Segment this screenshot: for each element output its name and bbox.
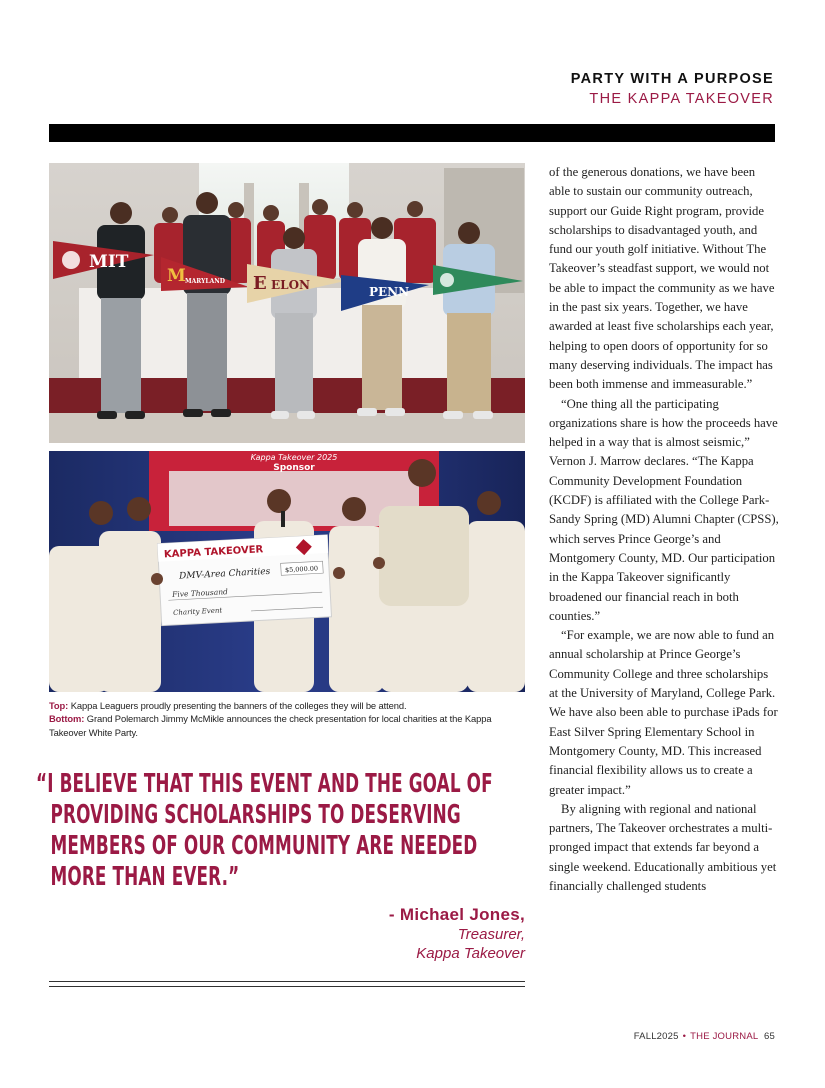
check-header: KAPPA TAKEOVER [163, 544, 264, 561]
body-paragraph: “One thing all the participating organizations share is how the proceeds have helped in a way that is almost seismic,” Vernon J. Marrow declares. “The Kappa Community Development Foundation (KCDF) is affiliated with the College Park-Sandy Spring (MD) Alumni Chapter (CPSS), which serves Prince George’s and Montgomery County, MD. Our participation in the Kappa Takeover significantly broadened our financial reach in both counties.” [549, 396, 779, 623]
pull-quote-line: PROVIDING SCHOLARSHIPS TO DESERVING [50, 800, 461, 830]
article-body [549, 163, 779, 896]
banner-maryland-label: MARYLAND [185, 278, 225, 285]
quote-rule-top [49, 981, 525, 982]
check-amount: $5,000.00 [284, 564, 319, 575]
banner-penn: PENN [369, 285, 410, 299]
caption-top-text: Kappa Leaguers proudly presenting the banners of the colleges they will be attend. [70, 700, 407, 711]
photo-caption [49, 699, 525, 739]
quote-rule-bottom [49, 986, 525, 987]
check-words: Five Thousand [171, 587, 229, 600]
body-paragraph: of the generous donations, we have been able to sustain our community outreach, support our Guide Right program, provide scholarships to disadvantaged youth, and fund our youth golf initiative. Without The Takeover’s steadfast support, we would not be able to impact the community as we have in the past six years. Together, we have awarded at least five scholarships each year, helping to open doors of opportunity for so many deserving individuals. The impact has been both immense and immeasurable.” [549, 165, 775, 392]
page-number: 65 [764, 1031, 775, 1042]
header-rule [49, 124, 775, 142]
backdrop-event-name: Kappa Takeover 2025 [250, 453, 338, 462]
footer-season: FALL2025 [633, 1031, 679, 1042]
footer-journal: THE JOURNAL [690, 1031, 759, 1042]
caption-top-label: Top: [49, 700, 69, 711]
section-subtitle: THE KAPPA TAKEOVER [589, 91, 774, 107]
section-title: PARTY WITH A PURPOSE [570, 71, 774, 87]
footer-bullet: • [682, 1031, 687, 1042]
pull-quote-line: “I BELIEVE THAT THIS EVENT AND THE GOAL OF [36, 769, 493, 799]
caption-bottom-label: Bottom: [49, 713, 85, 725]
pull-quote-line: MEMBERS OF OUR COMMUNITY ARE NEEDED [50, 831, 478, 861]
check-memo: Charity Event [172, 606, 223, 618]
quote-attribution [225, 905, 525, 963]
quote-author-role: Treasurer, [457, 926, 525, 943]
body-paragraph: “For example, we are now able to fund an annual scholarship at Prince George’s Community College and three scholarships at the University of Maryland, College Park. We have also been able to purchase iPads for East Silver Spring Elementary School in Montgomery County, MD. This increased financial flexibility allows us to create a greater impact.” [549, 628, 778, 797]
quote-author: - Michael Jones, [388, 905, 525, 924]
top-photo [49, 163, 525, 443]
check-payee: DMV-Area Charities [178, 566, 271, 582]
banner-maryland: M [167, 266, 186, 286]
page-footer [634, 1031, 775, 1042]
quote-author-org: Kappa Takeover [416, 945, 525, 962]
banner-elon: ELON [271, 278, 311, 292]
body-paragraph: By aligning with regional and national partners, The Takeover orchestrates a multi-pronged impact that extends far beyond a single weekend. Educationally ambitious yet financially challenged students [549, 801, 777, 893]
caption-bottom-text: Grand Polemarch Jimmy McMikle announces the check presentation for local charities at the Kappa Takeover White Party. [49, 713, 492, 738]
pull-quote [36, 769, 528, 893]
bottom-photo [49, 451, 525, 692]
pull-quote-line: MORE THAN EVER.” [50, 862, 240, 892]
backdrop-sponsor: Sponsor [273, 463, 315, 473]
banner-elon-e: E [253, 273, 267, 294]
banner-mit: MIT [89, 252, 129, 272]
